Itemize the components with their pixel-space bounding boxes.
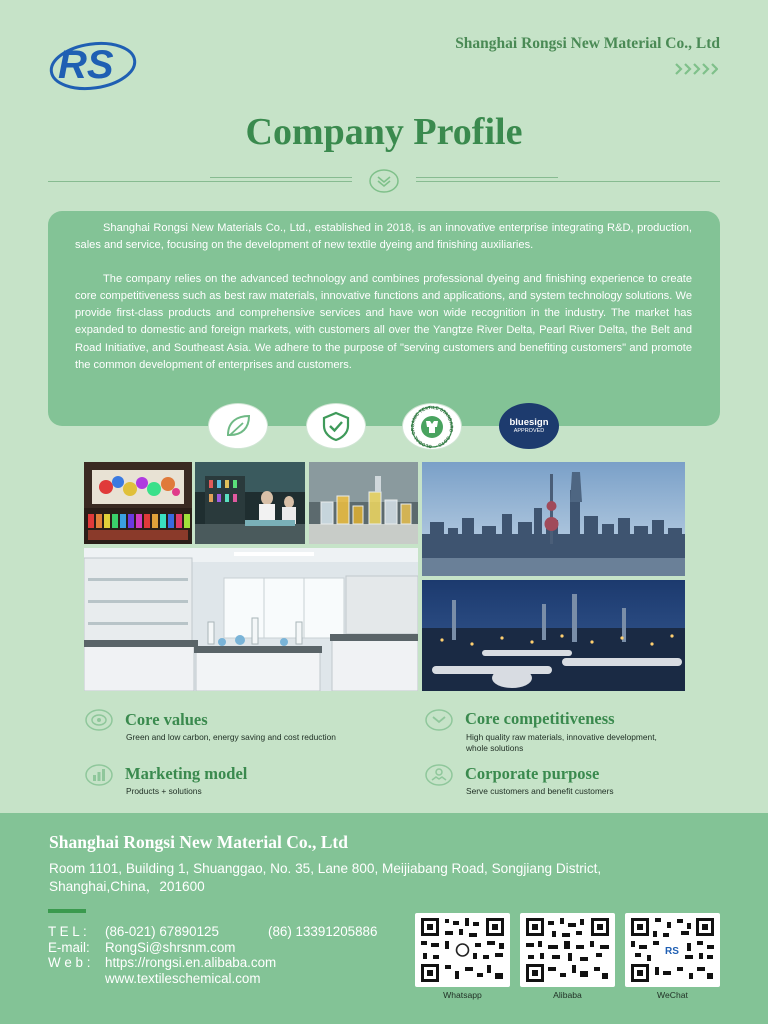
marketing-model-title: Marketing model xyxy=(125,764,248,783)
corporate-purpose-title: Corporate purpose xyxy=(465,764,600,783)
intro-paragraph-2: The company relies on the advanced technology and combines professional dyeing and finishing experience to create core competitiveness such as best raw materials, innovative functions and applications, and system technology solutions. We provide first-class products and comprehensive services and have won wide recognition in the industry. The market has expanded to domestic and foreign markets, with customers all over the Yangtze River Delta, Pearl River Delta, the Belt and Road Initiative, and Southeast Asia. We adhere to the purpose of "serving customers and benefiting customers" and promote the common development of enterprises and customers. xyxy=(75,273,692,371)
shield-check-icon xyxy=(306,403,366,449)
photo-industrial-plant-night xyxy=(422,580,685,691)
intro-paragraph-1: Shanghai Rongsi New Materials Co., Ltd., established in 2018, is an innovative enterprise integrating R&D, production, sales and service, focusing on the development of new textile dyeing and finishing auxiliaries. xyxy=(75,222,692,252)
title-divider-right-inner xyxy=(416,177,558,178)
header-company-name: Shanghai Rongsi New Material Co., Ltd xyxy=(455,35,720,52)
marketing-model-desc: Products + solutions xyxy=(126,786,202,796)
qr-code-alibaba[interactable] xyxy=(520,913,615,987)
svg-text:GLOBAL ORGANIC TEXTILE STANDAR: GLOBAL ORGANIC TEXTILE STANDARD · GOTS · xyxy=(409,404,455,449)
title-divider-left xyxy=(48,181,352,182)
web-link-2[interactable]: www.textileschemical.com xyxy=(105,971,261,986)
web-label: W e b : xyxy=(48,955,91,970)
core-competitiveness-desc: High quality raw materials, innovative development, whole solutions xyxy=(466,732,657,754)
target-icon xyxy=(84,709,114,731)
title-divider-right xyxy=(416,181,720,182)
web-row xyxy=(48,955,276,970)
qr-label-alibaba: Alibaba xyxy=(553,990,582,1000)
web-link-1[interactable]: https://rongsi.en.alibaba.com xyxy=(105,955,277,970)
leaf-icon xyxy=(208,403,268,449)
photo-dye-color-samples xyxy=(84,462,192,544)
handshake-icon xyxy=(424,764,454,786)
qr-label-whatsapp: Whatsapp xyxy=(443,990,482,1000)
footer-address: Room 1101, Building 1, Shuanggao, No. 35, Lane 800, Meijiabang Road, Songjiang District, Shanghai,China，201600 xyxy=(49,861,602,894)
tel-number-1[interactable]: (86-021) 67890125 xyxy=(105,924,219,939)
email-row xyxy=(48,940,235,955)
footer-company-name: Shanghai Rongsi New Material Co., Ltd xyxy=(49,832,348,852)
photo-laboratory-room xyxy=(84,548,418,691)
bluesign-logo: bluesign APPROVED xyxy=(499,403,559,449)
core-competitiveness-title: Core competitiveness xyxy=(465,709,615,728)
page-title: Company Profile xyxy=(245,111,523,153)
photo-lab-workers xyxy=(195,462,305,544)
qr-code-whatsapp[interactable] xyxy=(415,913,510,987)
company-logo xyxy=(48,36,138,94)
tel-number-2[interactable]: (86) 13391205886 xyxy=(268,924,378,939)
core-values-desc: Green and low carbon, energy saving and cost reduction xyxy=(126,732,336,742)
title-divider-left-inner xyxy=(210,177,352,178)
qr-label-wechat: WeChat xyxy=(657,990,688,1000)
tel-label: T E L : xyxy=(48,924,87,939)
tel-row xyxy=(48,924,377,939)
email-link[interactable]: RongSi@shrsnm.com xyxy=(105,940,236,955)
bar-chart-icon xyxy=(84,764,114,786)
corporate-purpose-desc: Serve customers and benefit customers xyxy=(466,786,614,796)
footer-divider xyxy=(48,909,86,913)
qr-code-wechat[interactable] xyxy=(625,913,720,987)
chevrons-right-icon xyxy=(674,62,718,76)
gots-logo xyxy=(402,403,462,450)
core-values-title: Core values xyxy=(125,710,208,729)
photo-lab-bottles xyxy=(309,462,418,544)
chevron-down-circle-icon xyxy=(368,168,400,194)
email-label: E-mail: xyxy=(48,940,90,955)
company-intro-card xyxy=(48,211,720,426)
chevron-circle-icon xyxy=(424,709,454,731)
svg-text:RS: RS xyxy=(58,43,114,87)
photo-city-skyline xyxy=(422,462,685,576)
svg-text:RS: RS xyxy=(665,946,679,957)
